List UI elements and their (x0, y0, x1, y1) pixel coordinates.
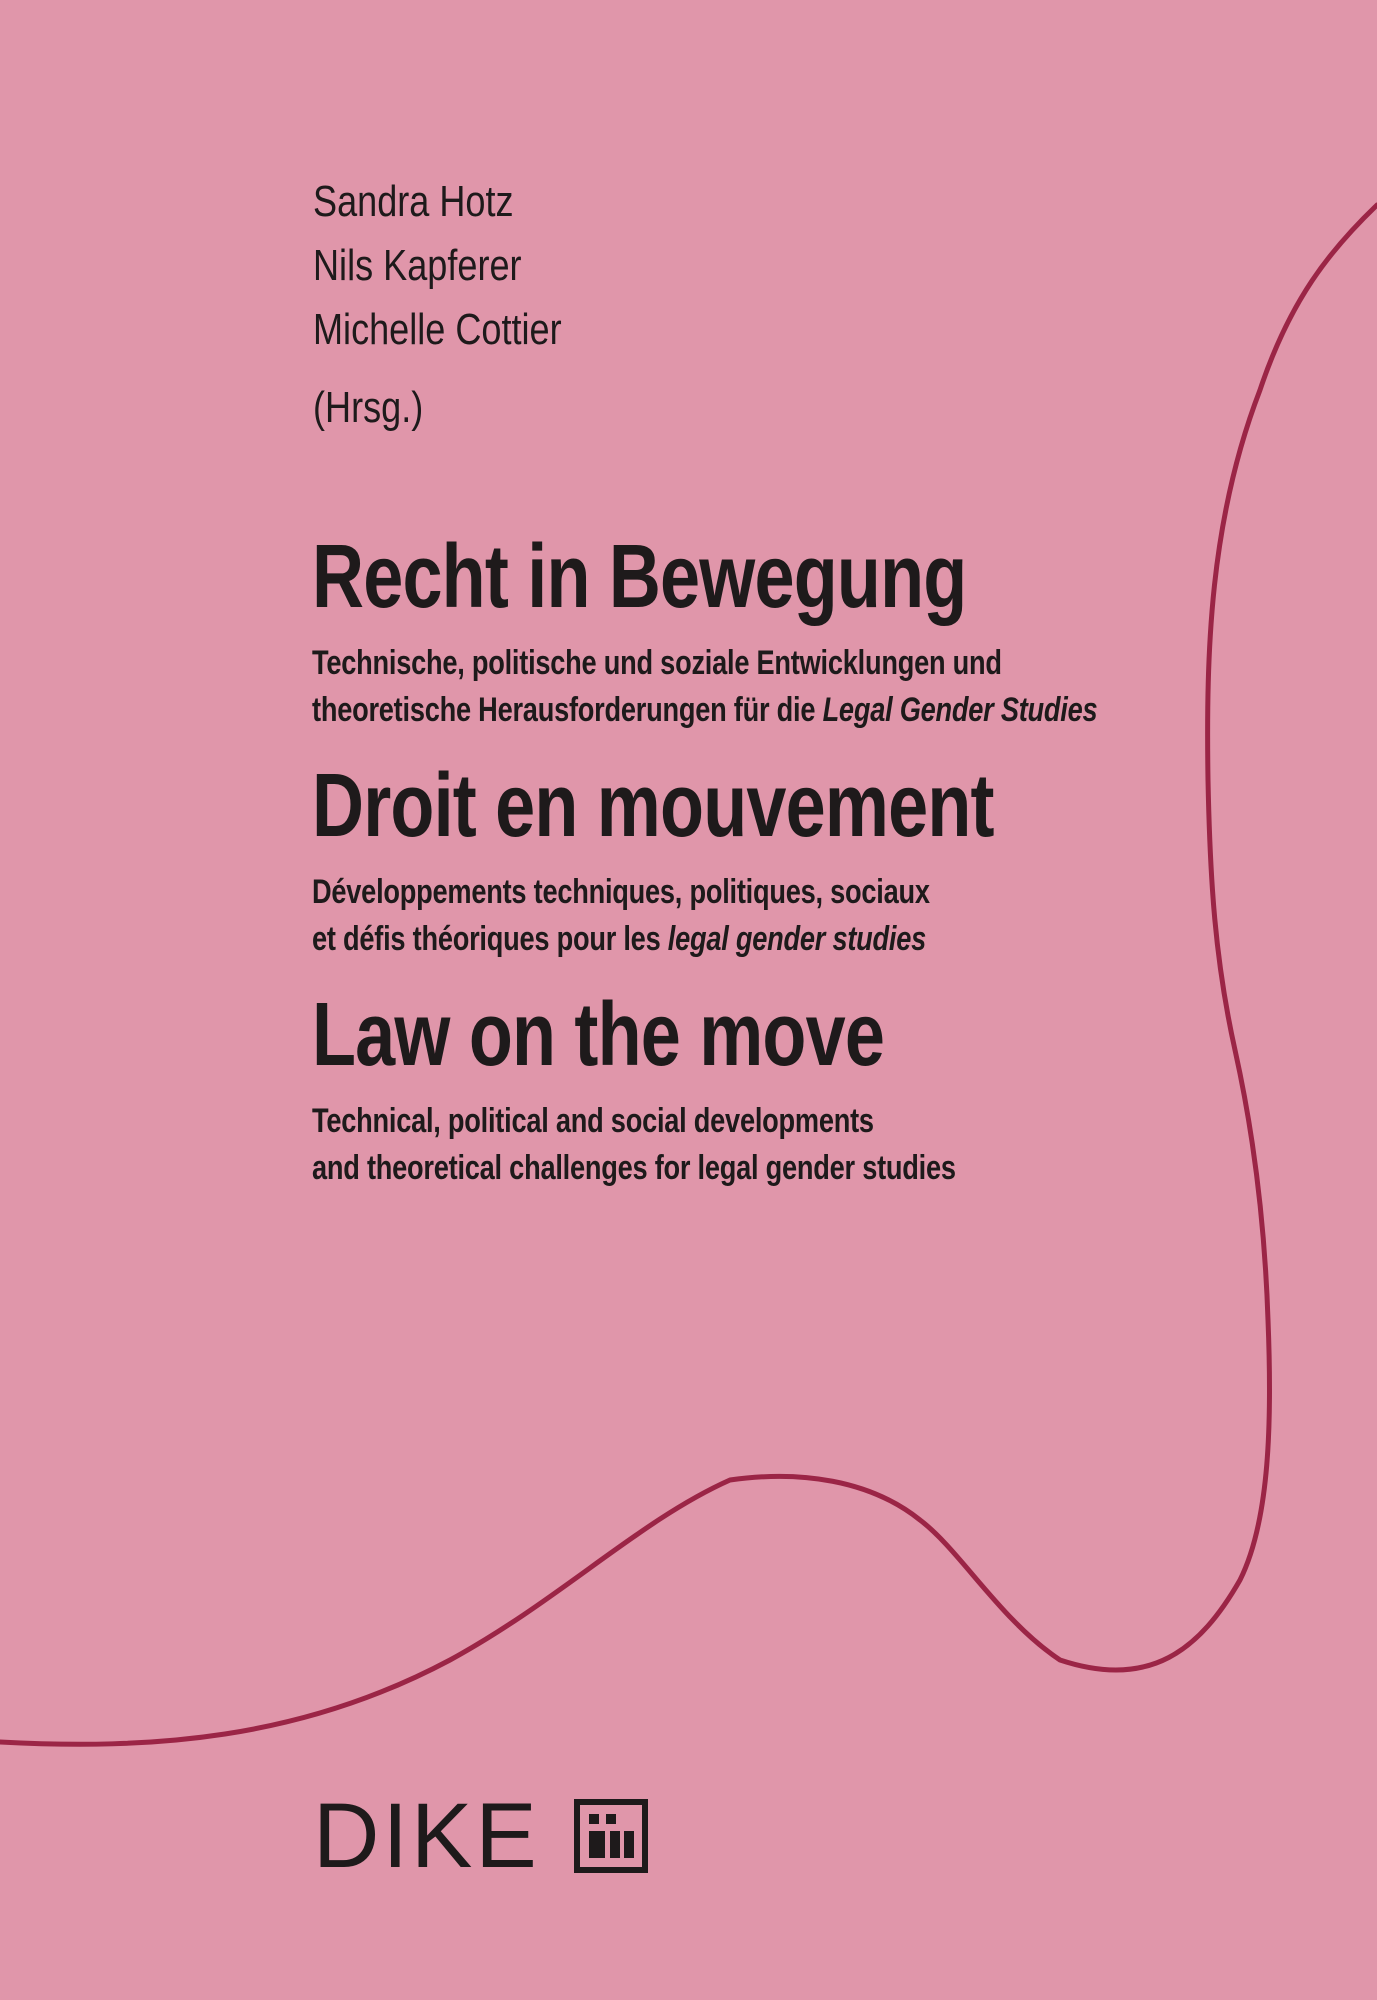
publisher-logo (313, 1785, 648, 1887)
editor-name: Sandra Hotz (313, 177, 514, 226)
subtitle-english-line2-text: and theoretical challenges for legal gender studies (312, 1149, 956, 1187)
titles-block (312, 528, 1097, 1192)
subtitle-german-line1: Technische, politische und soziale Entwicklungen und (312, 644, 1002, 682)
editor-name: Michelle Cottier (313, 305, 562, 354)
subtitle-french-line2-italic: legal gender studies (667, 920, 926, 958)
title-english: Law on the move (312, 985, 885, 1085)
subtitle-german-line2 (312, 687, 1097, 734)
subtitle-english-line1: Technical, political and social developments (312, 1102, 874, 1140)
subtitle-french-line2-text: et défis théoriques pour les (312, 920, 668, 958)
editor-note: (Hrsg.) (313, 383, 424, 432)
subtitle-french-line1: Développements techniques, politiques, sociaux (312, 873, 930, 911)
editor-name: Nils Kapferer (313, 241, 522, 290)
subtitle-german-line2-text: theoretische Herausforderungen für die (312, 691, 823, 729)
title-french: Droit en mouvement (312, 756, 994, 856)
dike-grid-icon (574, 1799, 648, 1873)
publisher-name: DIKE (313, 1785, 540, 1887)
title-german: Recht in Bewegung (312, 527, 967, 627)
subtitle-english-line2 (312, 1145, 1097, 1192)
subtitle-french-line2 (312, 916, 1097, 963)
subtitle-german-line2-italic: Legal Gender Studies (822, 691, 1098, 729)
editors-block (313, 170, 562, 440)
